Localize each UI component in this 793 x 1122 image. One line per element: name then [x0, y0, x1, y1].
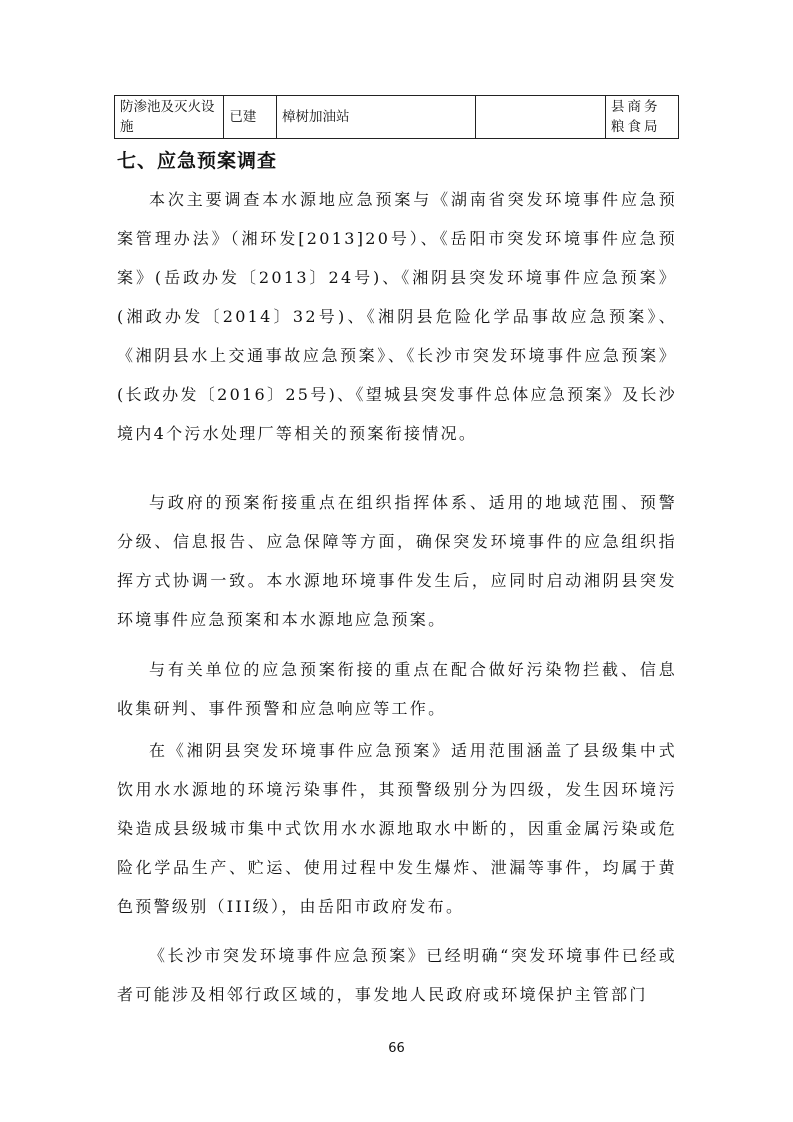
paragraph-plan-survey: 本次主要调查本水源地应急预案与《湖南省突发环境事件应急预案管理办法》（湘环发[2013]20号）、《岳阳市突发环境事件应急预案》(岳政办发〔2013〕24号)、《湘阴县突发环境事件应急预案》(湘政办发〔2014〕32号)、《湘阴县危险化学品事故应急预案》、《湘阴县水上交通事故应急预案》、《长沙市突发环境事件应急预案》(长政办发〔2016〕25号)、《望城县突发事件总体应急预案》及长沙境内4个污水处理厂等相关的预案衔接情况。 — [117, 190, 677, 443]
facility-table — [114, 95, 679, 139]
site-cell: 樟树加油站 — [276, 96, 475, 139]
paragraph-xiangyin-plan: 在《湘阴县突发环境事件应急预案》适用范围涵盖了县级集中式饮用水水源地的环境污染事件，其预警级别分为四级，发生因环境污染造成县级城市集中式饮用水水源地取水中断的，因重金属污染或危险化学品生产、贮运、使用过程中发生爆炸、泄漏等事件，均属于黄色预警级别（III级），由岳阳市政府发布。 — [117, 741, 677, 916]
paragraph-unit-link: 与有关单位的应急预案衔接的重点在配合做好污染物拦截、信息收集研判、事件预警和应急响应等工作。 — [117, 660, 677, 718]
note-cell — [476, 96, 606, 139]
authority-cell: 县商务粮食局 — [606, 96, 679, 139]
paragraph-government-link: 与政府的预案衔接重点在组织指挥体系、适用的地域范围、预警分级、信息报告、应急保障等方面，确保突发环境事件的应急组织指挥方式协调一致。本水源地环境事件发生后，应同时启动湘阴县突发环境事件应急预案和本水源地应急预案。 — [117, 493, 677, 629]
page-number: 66 — [388, 1041, 405, 1056]
facility-cell: 防渗池及灭火设施 — [115, 96, 224, 139]
status-cell: 已建 — [224, 96, 277, 139]
section-heading: 七、应急预案调查 — [117, 150, 278, 172]
paragraph-changsha-plan: 《长沙市突发环境事件应急预案》已经明确“突发环境事件已经或者可能涉及相邻行政区域的，事发地人民政府或环境保护主管部门 — [117, 946, 677, 1004]
table-row — [115, 96, 679, 139]
